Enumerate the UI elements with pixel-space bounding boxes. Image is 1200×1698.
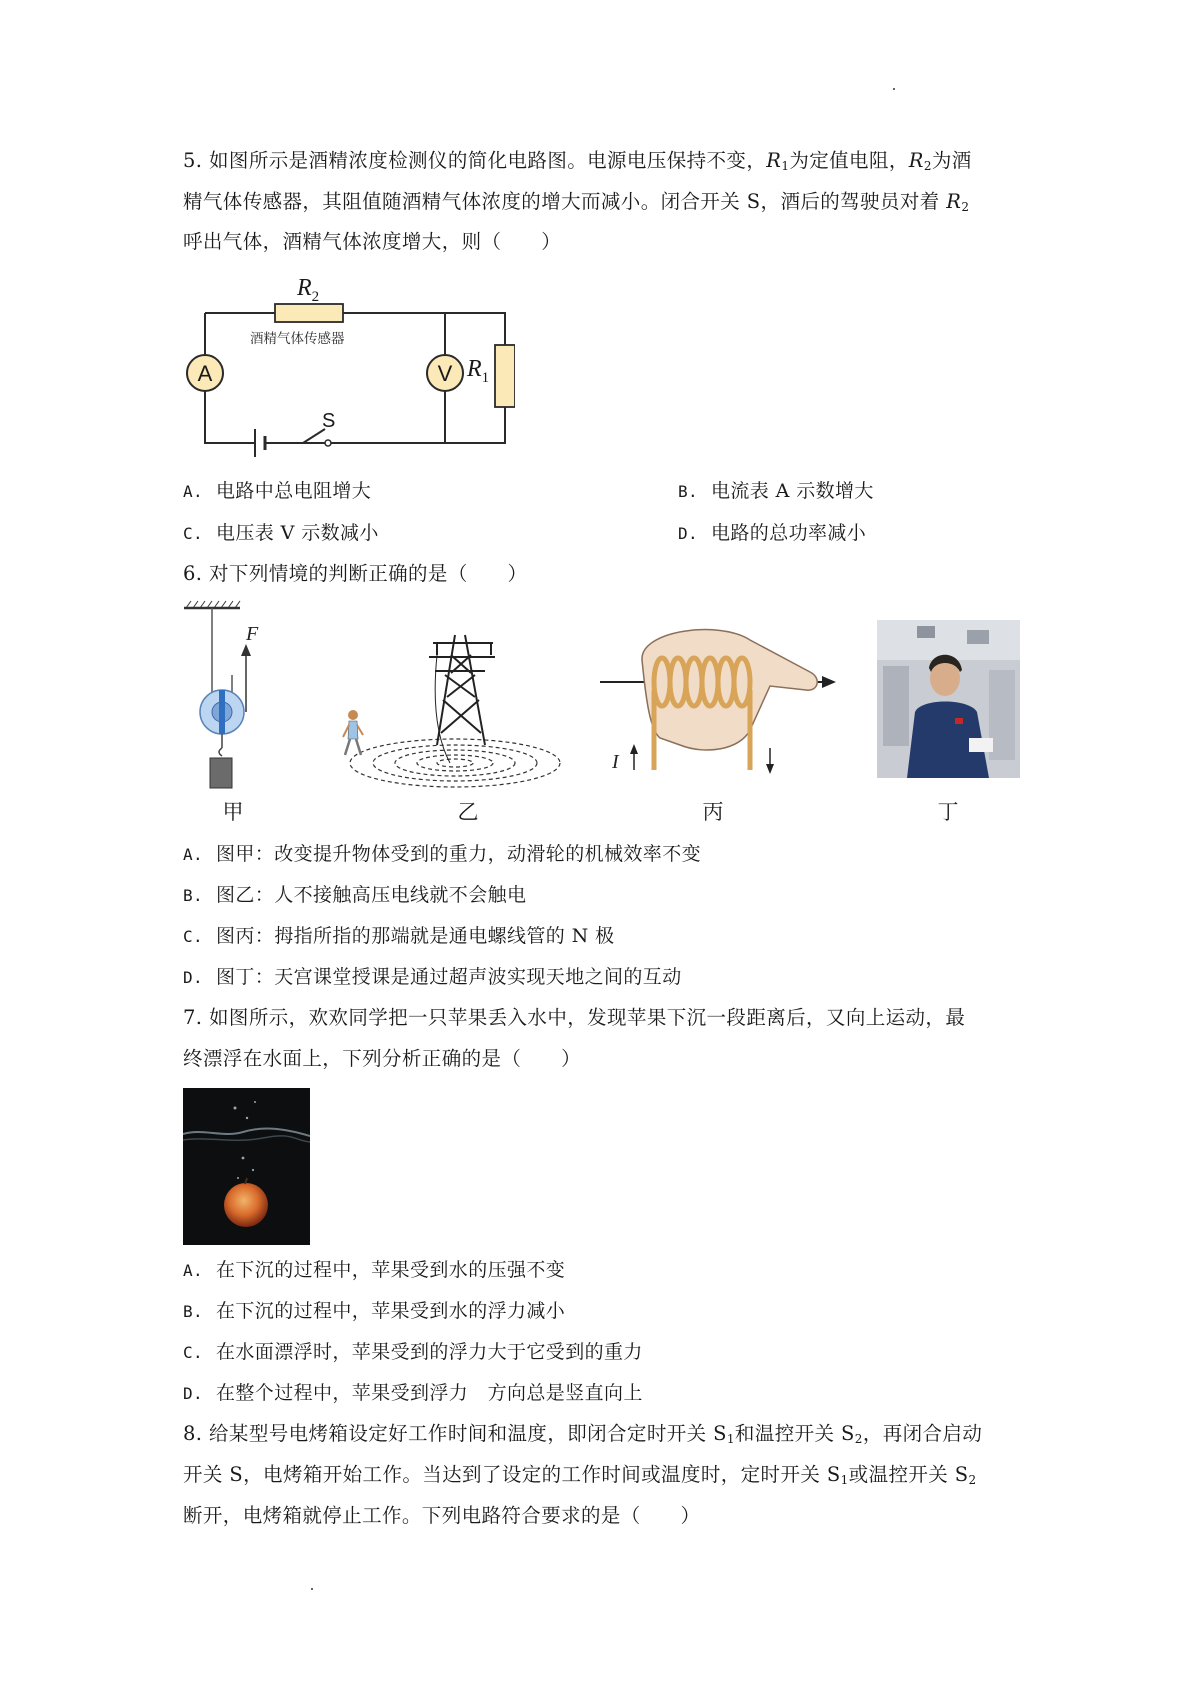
q6-option-b[interactable]: B. 图乙：人不接触高压电线就不会触电 [183,884,527,906]
apple [224,1183,268,1227]
q7-stem-line1: 7. 如图所示，欢欢同学把一只苹果丢入水中，发现苹果下沉一段距离后，又向上运动，最 [183,1006,966,1029]
q6-figure-jia-pulley [180,600,280,790]
q6-caption-jia: 甲 [222,800,244,824]
switch-label: S [322,410,336,432]
q7-option-c[interactable]: C. 在水面漂浮时，苹果受到的浮力大于它受到的重力 [183,1341,643,1363]
person-head [348,710,358,720]
q5-stem-line1: 5. 如图所示是酒精浓度检测仪的简化电路图。电源电压保持不变，$R_1$为定值电阻，$R_2$为酒 [183,149,972,173]
q5-number: 5. [183,149,203,172]
q7-option-d[interactable]: D. 在整个过程中，苹果受到浮力 方向总是竖直向上 [183,1382,643,1404]
q6-option-c[interactable]: C. 图丙：拇指所指的那端就是通电螺线管的 N 极 [183,925,615,947]
q5-stem-line3: 呼出气体，酒精气体浓度增大，则（ ） [183,230,562,253]
q8-stem-line3: 断开，电烤箱就停止工作。下列电路符合要求的是（ ） [183,1504,701,1527]
q5-circuit-diagram [175,263,515,463]
q6-option-a[interactable]: A. 图甲：改变提升物体受到的重力，动滑轮的机械效率不变 [183,843,702,865]
q5-option-c[interactable]: C. 电压表 V 示数减小 [183,522,379,544]
q5-option-a[interactable]: A. 电路中总电阻增大 [183,480,372,502]
r1-resistor [495,345,515,407]
hanging-weight [210,758,232,788]
q7-apple-in-water-photo [183,1088,310,1245]
q5-option-d[interactable]: D. 电路的总功率减小 [678,522,867,544]
q6-option-d[interactable]: D. 图丁：天宫课堂授课是通过超声波实现天地之间的互动 [183,966,682,988]
sensor-label: 酒精气体传感器 [250,331,345,347]
ammeter-label: A [197,361,213,386]
q6-figure-yi-power-tower [325,625,565,790]
force-label: F [246,623,259,645]
switch-contact [325,440,331,446]
q8-stem-line1: 8. 给某型号电烤箱设定好工作时间和温度，即闭合定时开关 $S_1$和温控开关 $S_2$，再闭合启动 [183,1422,983,1446]
q7-number: 7. [183,1006,203,1029]
r2-label: $R_2$ [297,275,320,305]
q5-stem-line2: 精气体传感器，其阻值随酒精气体浓度的增大而减小。闭合开关 S，酒后的驾驶员对着 $R_2$ [183,190,970,214]
current-label: I [612,751,619,773]
q6-figure-ding-space-class-photo [877,620,1020,778]
r2-resistor [275,304,343,322]
q8-number: 8. [183,1422,203,1445]
scan-dot-bottom [311,1588,313,1590]
q6-stem: 6. 对下列情境的判断正确的是（ ） [183,562,528,585]
q6-number: 6. [183,562,203,585]
q7-stem-line2: 终漂浮在水面上，下列分析正确的是（ ） [183,1047,582,1070]
q7-option-a[interactable]: A. 在下沉的过程中，苹果受到水的压强不变 [183,1259,566,1281]
q6-caption-ding: 丁 [937,800,959,824]
q6-caption-bing: 丙 [702,800,724,824]
voltmeter-label: V [437,361,453,386]
q8-stem-line2: 开关 S，电烤箱开始工作。当达到了设定的工作时间或温度时，定时开关 $S_1$或温控开关 $S_2$ [183,1463,977,1487]
q7-option-b[interactable]: B. 在下沉的过程中，苹果受到水的浮力减小 [183,1300,566,1322]
r1-label: $R_1$ [467,356,490,386]
q5-option-b[interactable]: B. 电流表 A 示数增大 [678,480,874,502]
q6-caption-yi: 乙 [457,800,479,824]
q6-figure-bing-solenoid [600,620,840,790]
scan-dot-top [893,88,895,90]
